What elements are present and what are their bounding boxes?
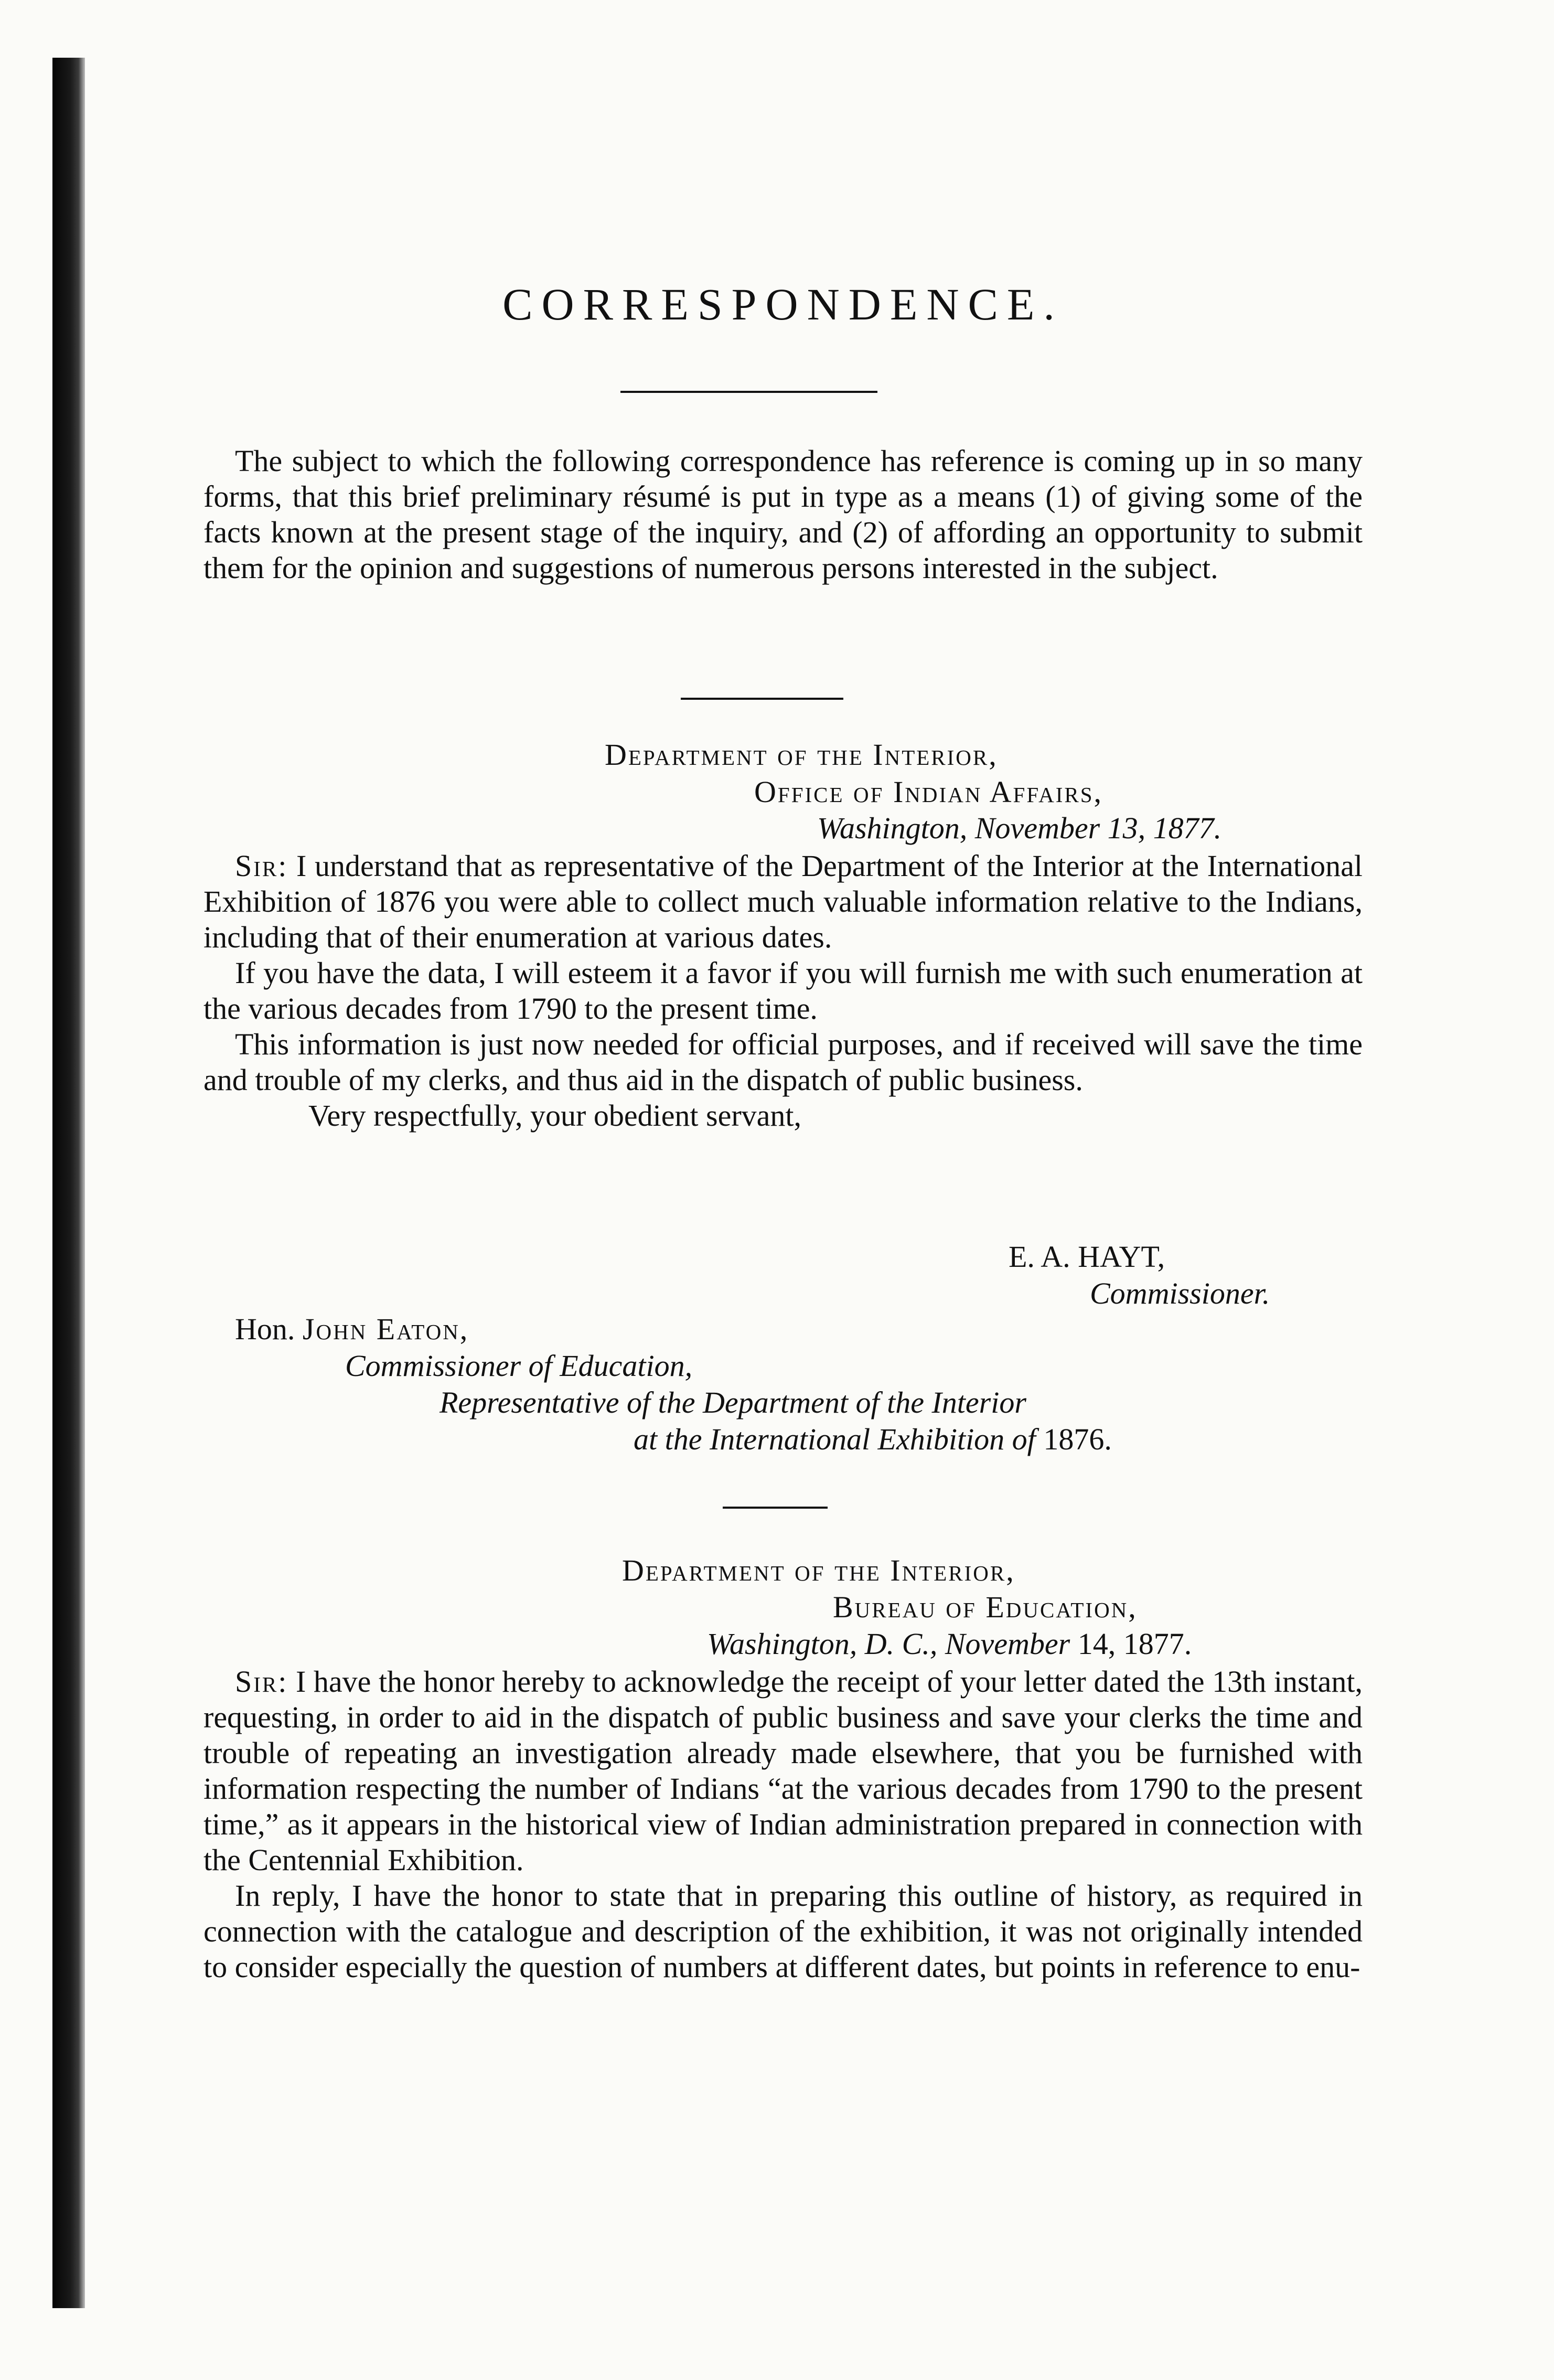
- page-title: CORRESPONDENCE.: [502, 279, 1064, 329]
- letter2-date: 14, 1877.: [1070, 1627, 1192, 1661]
- book-spine-shadow: [52, 58, 85, 2308]
- letter1-para1-text: I understand that as representative of the Department of the Interior at the International Exhibition of 1876 you were able to collect much valuable information relative to the Indians, including that of their enumeration at various dates.: [203, 849, 1363, 954]
- letter1-paragraph-2: If you have the data, I will esteem it a favor if you will furnish me with such enumeration at the various decades from 1790 to the present time.: [203, 956, 1363, 1026]
- letter1-date: , November 13, 1877.: [959, 811, 1222, 845]
- letter1-dateline: [817, 810, 1221, 846]
- letter2-place: Washington, D. C.,: [707, 1627, 938, 1661]
- addressee-line-4-text: at the International Exhibition of: [634, 1422, 1036, 1456]
- letter2-salutation: Sir:: [235, 1664, 288, 1699]
- letter1-salutation: Sir:: [235, 849, 288, 883]
- letter1-addressee: [235, 1311, 469, 1347]
- letter2-para1-text: I have the honor hereby to acknowledge the receipt of your letter dated the 13th instant, requesting, in order to aid in the dispatch of public business and save your clerks the time and trouble of repeating an investigation already made elsewhere, that you be furnished with information respecting the number of Indians “at the various decades from 1790 to the present time,” as it appears in the historical view of Indian administration prepared in connection with the Centennial Exhibition.: [203, 1664, 1363, 1877]
- addressee-line-2: Commissioner of Education,: [345, 1349, 693, 1383]
- letter1-paragraph-3: This information is just now needed for official purposes, and if received will save the time and trouble of my clerks, and thus aid in the dispatch of public business.: [203, 1027, 1363, 1097]
- letter2-heading-department: Department of the Interior,: [622, 1553, 1015, 1587]
- letter2-paragraph-2: In reply, I have the honor to state that in preparing this outline of history, as required in connection with the catalogue and description of the exhibition, it was not originally intended to consider especially the question of numbers at different dates, but points in reference to enu-: [203, 1879, 1363, 1984]
- addressee-name: John Eaton,: [302, 1312, 469, 1346]
- section-rule-1: [681, 698, 843, 700]
- addressee-line-4: [634, 1422, 1112, 1457]
- letter1-place: Washington: [817, 811, 960, 845]
- letter1-paragraph-1: [203, 848, 1363, 955]
- addressee-hon: Hon.: [235, 1312, 295, 1346]
- letter2-body: [203, 1664, 1363, 1985]
- section-rule-2: [723, 1507, 828, 1509]
- letter1-signer: E. A. HAYT,: [1009, 1240, 1165, 1274]
- letter1-heading-department: Department of the Interior,: [605, 738, 998, 772]
- addressee-year: 1876.: [1043, 1422, 1112, 1456]
- letter2-paragraph-1: [203, 1664, 1363, 1878]
- letter1-closing: Very respectfully, your obedient servant,: [308, 1098, 802, 1133]
- intro-paragraph: The subject to which the following correspondence has reference is coming up in so many forms, that this brief preliminary résumé is put in type as a means (1) of giving some of the facts known at the present stage of the inquiry, and (2) of affording an opportunity to submit them for the opinion and suggestions of numerous persons interested in the subject.: [203, 444, 1363, 585]
- letter2-heading-bureau: Bureau of Education,: [833, 1590, 1138, 1624]
- title-rule: [620, 391, 877, 393]
- letter1-body: [203, 848, 1363, 1134]
- intro-block: [203, 443, 1363, 586]
- letter2-month: November: [937, 1627, 1070, 1661]
- letter1-signer-title: Commissioner.: [1090, 1276, 1270, 1310]
- addressee-line-3: Representative of the Department of the Interior: [440, 1385, 1026, 1420]
- letter2-dateline: [707, 1626, 1192, 1662]
- letter1-heading-office: Office of Indian Affairs,: [754, 775, 1103, 809]
